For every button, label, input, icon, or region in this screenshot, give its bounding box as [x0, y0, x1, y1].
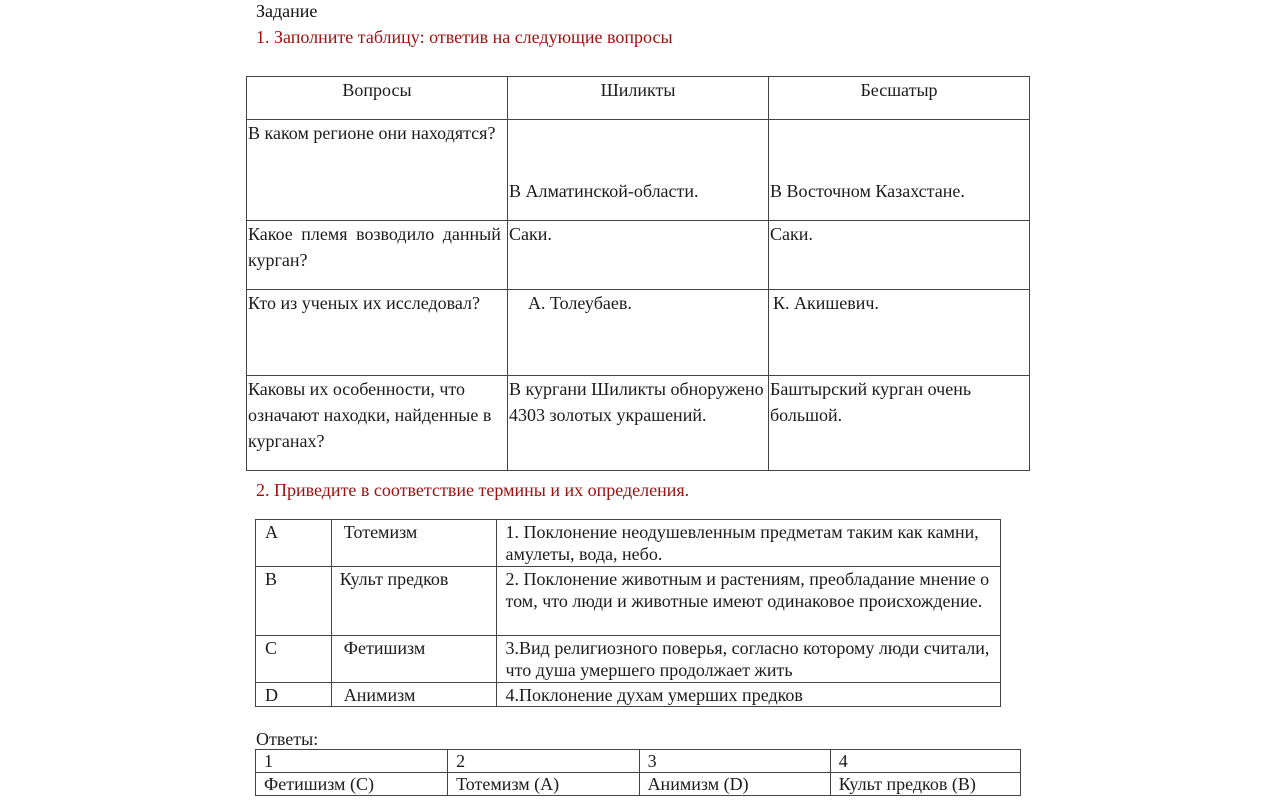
- header-questions: Вопросы: [247, 77, 508, 120]
- answers-value-row: [256, 773, 1021, 796]
- table-row: [247, 221, 1030, 290]
- header-besshatyr: Бесшатыр: [769, 77, 1030, 120]
- table-row: [256, 520, 1001, 567]
- task1-table: [246, 76, 1030, 471]
- answer-value: Тотемизм (A): [448, 773, 639, 796]
- answers-label: Ответы:: [256, 729, 319, 749]
- answer-value: Культ предков (B): [830, 773, 1020, 796]
- term-definition: 1. Поклонение неодушевленным предметам таким как камни, амулеты, вода, небо.: [496, 520, 1000, 567]
- besshatyr-cell: Саки.: [769, 221, 1030, 290]
- table-row: [256, 683, 1001, 707]
- answer-number: 1: [256, 750, 448, 773]
- document-title: Задание: [256, 1, 318, 21]
- shilikty-cell: В кургани Шиликты обноружено 4303 золотых украшений.: [508, 376, 769, 471]
- question-cell: В каком регионе они находятся?: [247, 120, 508, 221]
- table-row: [256, 636, 1001, 683]
- answer-value: Анимизм (D): [639, 773, 830, 796]
- answer-number: 4: [830, 750, 1020, 773]
- term-key: A: [256, 520, 332, 567]
- shilikty-cell: Саки.: [508, 221, 769, 290]
- answer-number: 3: [639, 750, 830, 773]
- task2-table: [255, 519, 1001, 707]
- task2-heading: 2. Приведите в соответствие термины и их определения.: [256, 480, 690, 500]
- table-header-row: [247, 77, 1030, 120]
- term-name: Фетишизм: [331, 636, 496, 683]
- shilikty-cell: А. Толеубаев.: [508, 290, 769, 376]
- term-name: Анимизм: [331, 683, 496, 707]
- header-shilikty: Шиликты: [508, 77, 769, 120]
- term-key: D: [256, 683, 332, 707]
- question-cell: Каковы их особенности, что означают находки, найденные в курганах?: [247, 376, 508, 471]
- table-row: [256, 567, 1001, 636]
- term-key: B: [256, 567, 332, 636]
- term-key: C: [256, 636, 332, 683]
- table-row: [247, 376, 1030, 471]
- term-definition: 3.Вид религиозного поверья, согласно которому люди считали, что душа умершего продолжает жить: [496, 636, 1000, 683]
- besshatyr-cell: Баштырский курган очень большой.: [769, 376, 1030, 471]
- answer-number: 2: [448, 750, 639, 773]
- answer-value: Фетишизм (C): [256, 773, 448, 796]
- term-name: Культ предков: [331, 567, 496, 636]
- term-name: Тотемизм: [331, 520, 496, 567]
- answers-table: [255, 749, 1021, 796]
- term-definition: 4.Поклонение духам умерших предков: [496, 683, 1000, 707]
- besshatyr-cell: К. Акишевич.: [769, 290, 1030, 376]
- question-cell: Какое племя возводило данный курган?: [247, 221, 508, 290]
- shilikty-cell: В Алматинской-области.: [508, 120, 769, 221]
- question-cell: Кто из ученых их исследовал?: [247, 290, 508, 376]
- table-row: [247, 120, 1030, 221]
- term-definition: 2. Поклонение животным и растениям, преобладание мнение о том, что люди и животные имеют одинаковое происхождение.: [496, 567, 1000, 636]
- besshatyr-cell: В Восточном Казахстане.: [769, 120, 1030, 221]
- answers-number-row: [256, 750, 1021, 773]
- task1-heading: 1. Заполните таблицу: ответив на следующие вопросы: [256, 27, 673, 47]
- table-row: [247, 290, 1030, 376]
